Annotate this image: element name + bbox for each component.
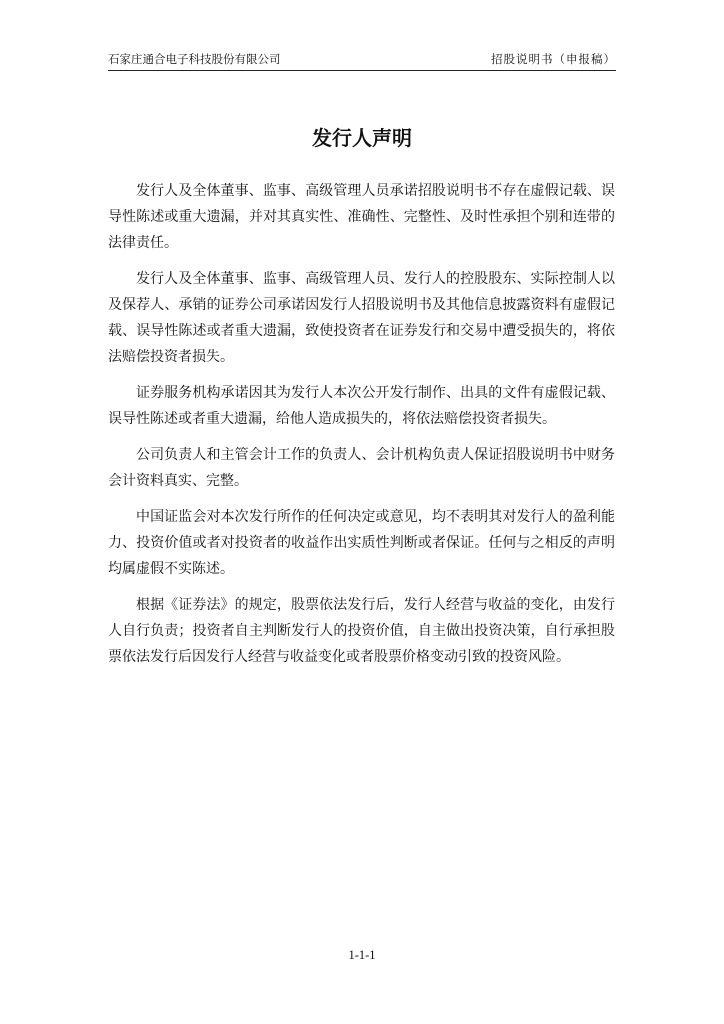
paragraph-6: 根据《证券法》的规定，股票依法发行后，发行人经营与收益的变化，由发行人自行负责；投资者自主判断发行人的投资价值，自主做出投资决策，自行承担股票依法发行后因发行人经营与收益变化或者股票价格变动引致的投资风险。: [108, 597, 615, 665]
header-company-name: 石家庄通合电子科技股份有限公司: [108, 52, 281, 66]
header-divider: [108, 70, 616, 71]
header-document-name: 招股说明书（申报稿）: [491, 52, 616, 66]
paragraph-3: 证券服务机构承诺因其为发行人本次公开发行制作、出具的文件有虚假记载、误导性陈述或者重大遗漏，给他人造成损失的，将依法赔偿投资者损失。: [108, 385, 615, 427]
paragraph-1: 发行人及全体董事、监事、高级管理人员承诺招股说明书不存在虚假记载、误导性陈述或重大遗漏，并对其真实性、准确性、完整性、及时性承担个别和连带的法律责任。: [108, 183, 615, 251]
page-number: 1-1-1: [348, 948, 376, 962]
page-header: [108, 50, 616, 69]
paragraph-2: 发行人及全体董事、监事、高级管理人员、发行人的控股股东、实际控制人以及保荐人、承销的证券公司承诺因发行人招股说明书及其他信息披露资料有虚假记载、误导性陈述或者重大遗漏，致使投资者在证券发行和交易中遭受损失的，将依法赔偿投资者损失。: [108, 271, 615, 365]
paragraph-4: 公司负责人和主管会计工作的负责人、会计机构负责人保证招股说明书中财务会计资料真实、完整。: [108, 447, 615, 489]
page-title: 发行人声明: [312, 126, 412, 150]
paragraph-5: 中国证监会对本次发行所作的任何决定或意见，均不表明其对发行人的盈利能力、投资价值或者对投资者的收益作出实质性判断或者保证。任何与之相反的声明均属虚假不实陈述。: [108, 509, 615, 577]
declaration-body: [108, 178, 615, 680]
